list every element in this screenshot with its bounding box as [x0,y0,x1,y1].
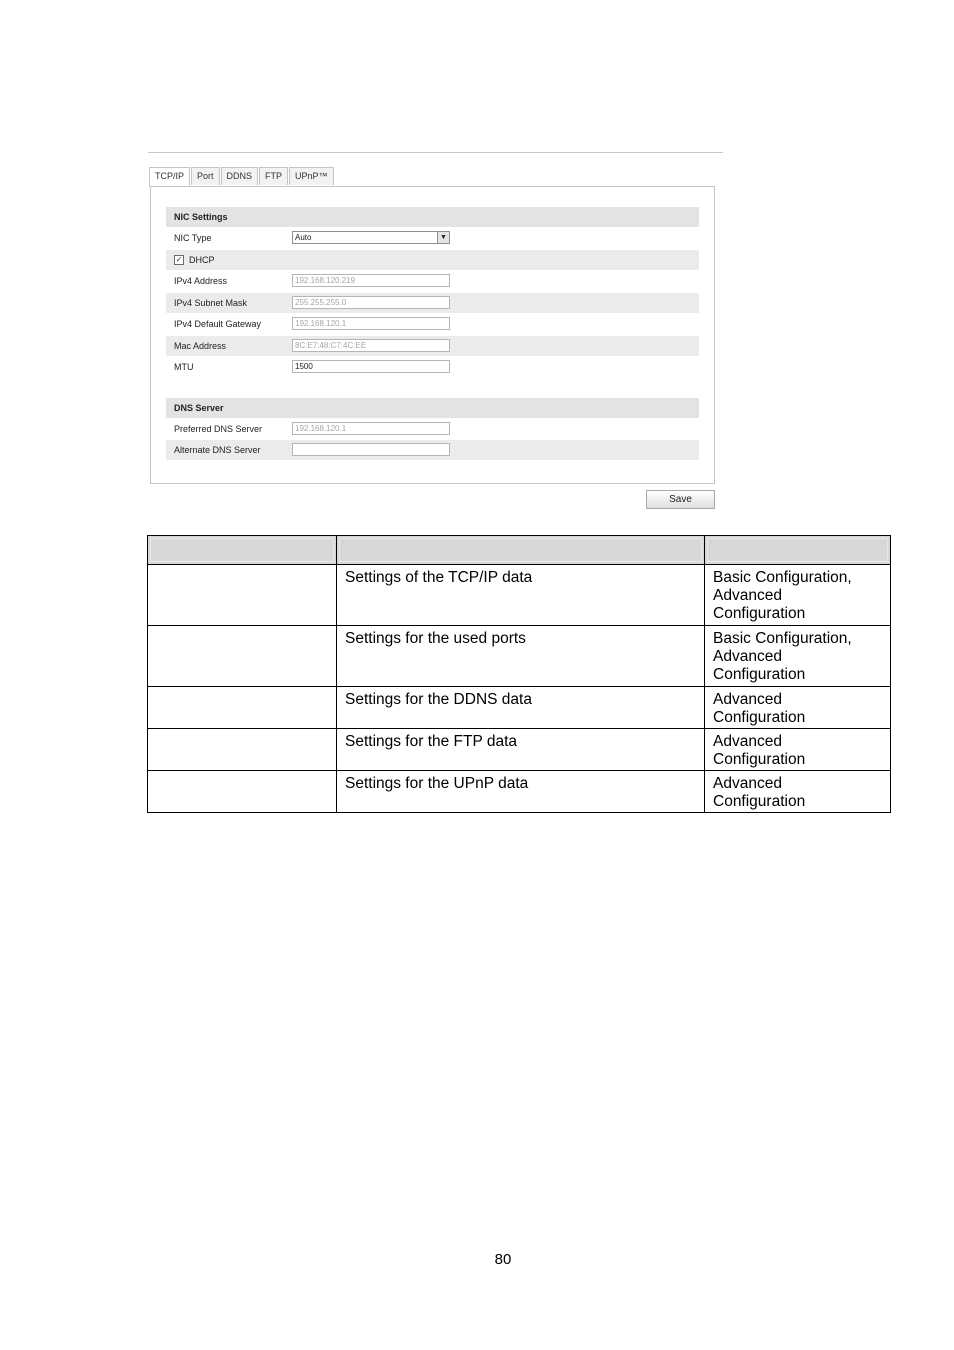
table-header-cell [337,536,705,565]
nic-type-select[interactable] [292,231,450,244]
table-cell-description: Settings of the TCP/IP data [337,565,705,626]
top-divider [148,152,723,153]
tab-upnp[interactable]: UPnP™ [289,167,334,185]
nic-settings-header [166,207,699,227]
table-row [148,771,891,813]
ipv4-address-label: IPv4 Address [174,276,228,286]
mode-line: Configuration [713,666,806,683]
tab-port[interactable]: Port [191,167,220,185]
table-header-cell [705,536,891,565]
table-header-row [148,536,891,565]
mode-line: Advanced [713,775,782,792]
mode-line: Advanced [713,691,782,708]
dhcp-label: DHCP [189,255,215,265]
gateway-row [166,314,699,334]
tab-tcpip[interactable]: TCP/IP [149,167,190,187]
alternate-dns-row [166,440,699,460]
mode-line: Configuration [713,605,806,622]
dhcp-row [166,250,699,270]
mode-line: Configuration [713,793,806,810]
tab-ftp[interactable]: FTP [259,167,288,185]
alternate-dns-label: Alternate DNS Server [174,445,261,455]
preferred-dns-field[interactable]: 192.168.120.1 [292,422,450,435]
subnet-mask-label: IPv4 Subnet Mask [174,298,248,308]
table-cell-tab [148,771,337,813]
dns-server-title: DNS Server [174,403,224,413]
mode-line: Configuration [713,709,806,726]
table-cell-mode [705,729,891,771]
table-cell-description: Settings for the UPnP data [337,771,705,813]
tab-description-table [147,535,891,813]
mode-line: Basic Configuration, [713,569,852,586]
ipv4-address-field[interactable]: 192.168.120.219 [292,274,450,287]
table-cell-tab [148,626,337,687]
settings-panel [150,186,715,484]
mode-line: Basic Configuration, [713,630,852,647]
subnet-mask-row [166,293,699,313]
mtu-label: MTU [174,362,194,372]
table-cell-mode [705,565,891,626]
table-row [148,565,891,626]
dhcp-checkbox[interactable]: ✓ [175,255,183,264]
table-cell-mode [705,687,891,729]
mac-address-row [166,336,699,356]
mtu-field[interactable]: 1500 [292,360,450,373]
table-header-cell [148,536,337,565]
nic-type-label: NIC Type [174,233,212,243]
tab-ddns[interactable]: DDNS [221,167,259,185]
table-cell-tab [148,565,337,626]
ipv4-address-row [166,271,699,291]
nic-type-value: Auto [295,233,312,242]
gateway-label: IPv4 Default Gateway [174,319,262,329]
table-row [148,729,891,771]
page-number: 80 [494,1251,512,1268]
mac-address-field[interactable]: 8C:E7:48:C7:4C:EE [292,339,450,352]
table-cell-tab [148,729,337,771]
table-cell-tab [148,687,337,729]
table-cell-description: Settings for the FTP data [337,729,705,771]
table-cell-description: Settings for the DDNS data [337,687,705,729]
mode-line: Advanced [713,587,782,604]
preferred-dns-label: Preferred DNS Server [174,424,263,434]
save-button[interactable]: Save [646,490,715,509]
gateway-field[interactable]: 192.168.120.1 [292,317,450,330]
table-cell-mode [705,771,891,813]
alternate-dns-field[interactable] [292,443,450,456]
tab-bar [149,167,335,186]
mtu-row [166,357,699,377]
table-cell-mode [705,626,891,687]
preferred-dns-row [166,419,699,439]
nic-type-row [166,228,699,248]
table-row [148,626,891,687]
mac-address-label: Mac Address [174,341,227,351]
mode-line: Advanced [713,648,782,665]
mode-line: Advanced [713,733,782,750]
chevron-down-icon[interactable]: ▼ [437,232,449,243]
table-row [148,687,891,729]
subnet-mask-field[interactable]: 255.255.255.0 [292,296,450,309]
dns-server-header [166,398,699,418]
table-cell-description: Settings for the used ports [337,626,705,687]
mode-line: Configuration [713,751,806,768]
nic-settings-title: NIC Settings [174,212,228,222]
